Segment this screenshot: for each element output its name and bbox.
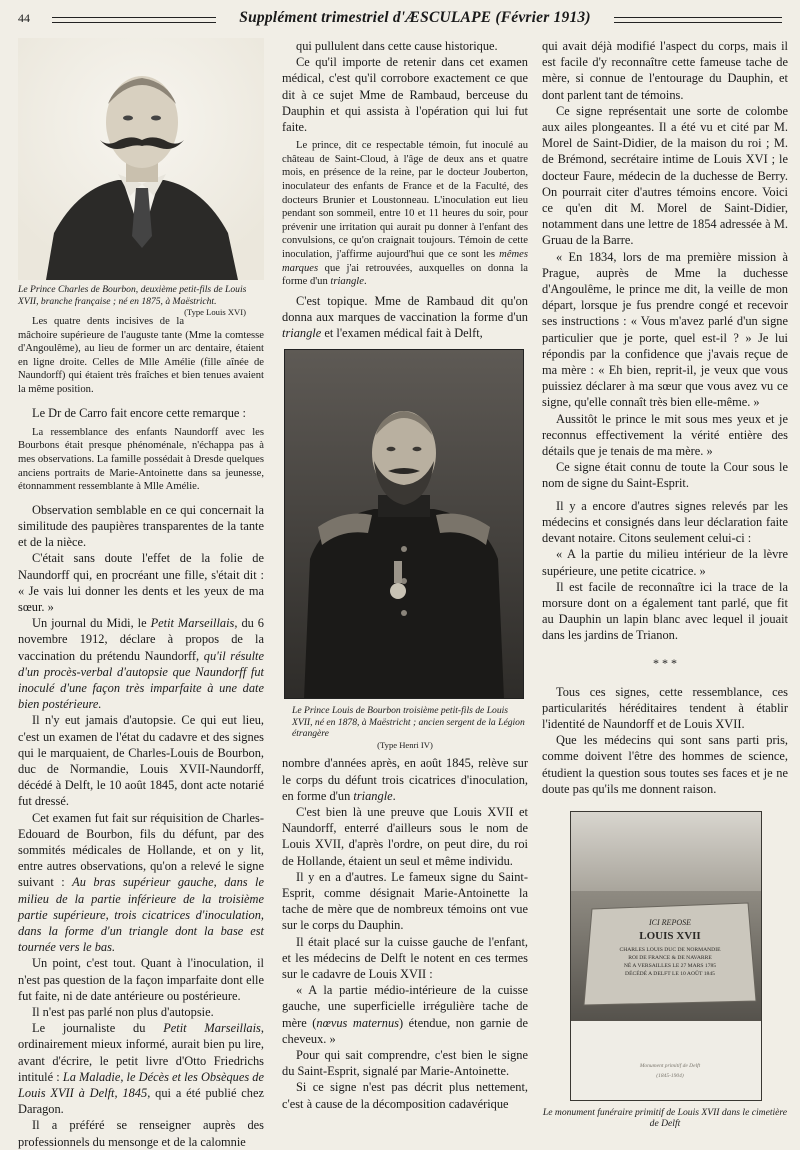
paragraph: Ce signe représentait une sorte de colombe aux ailes plongeantes. Il a été vu et cité par M. Morel de Saint-Didier, de la maison du roi ; M. de Brémond, secrétaire intime de Louis XVI ; le docteur Faure, médecin de la duchesse de Berry. On pourrait citer d'autres témoins encore. Voici ce qu'en dit M. Morel de Saint-Didier, notamment dans une lettre de 1854 adressée à M. Gruau de la Barre.: [542, 103, 788, 248]
stone-line: NÉ A VERSAILLES LE 27 MARS 1785: [623, 962, 717, 969]
monument-image: [570, 811, 762, 1101]
paragraph: Il a préféré se renseigner auprès des professionnels du mensonge et de la calomnie: [18, 1118, 264, 1149]
header-rule-right: [614, 17, 782, 23]
stone-line: ICI REPOSE: [649, 917, 691, 927]
paragraph: « A la partie médio-intérieure de la cuisse gauche, une superficielle irrégulière tache de mère (nœvus maternus) étendue, non garnie de cheveux. »: [282, 983, 528, 1046]
paragraph: Que les médecins qui sont sans parti pris, comme doivent l'être des hommes de science, étudient la question sous toutes ses faces et je ne doute pas qu'ils me donnent raison.: [542, 733, 788, 796]
paragraph: Si ce signe n'est pas décrit plus nettement, c'est à cause de la décomposition cadavérique: [282, 1080, 528, 1111]
section-separator: * * *: [653, 655, 677, 670]
paragraph: C'est bien là une preuve que Louis XVII et Naundorff, enterré d'ailleurs sous le nom de Louis XVII, d'après l'ordre, on peut dire, du roi de Hollande, étaient un seul et même individu.: [282, 804, 528, 868]
stone-line: ROI DE FRANCE & DE NAVARRE: [628, 954, 712, 961]
page-number: 44: [18, 11, 30, 25]
paragraph: Le prince, dit ce respectable témoin, fut inoculé au château de Saint-Cloud, à l'âge de deux ans et quatre mois, en présence de la reine, par le docteur Jouberton, inoculateur des enfants de France et de la Faculté, des docteurs Brunier et Loustonneau. L'inoculation eut lieu pendant son sommeil, entre 10 et 11 heures du soir, pour prévenir une irritation qui aurait pu donner à l'enfant des convulsions, ce qu'on craignait toujours. Témoin de cette inoculation, j'affirme aujourd'hui que ce sont les mêmes marques que j'ai retrouvées, auxquelles on donna la forme d'un triangle.: [282, 140, 528, 288]
paragraph: Un journal du Midi, le Petit Marseillais, du 6 novembre 1912, déclare à propos de la vaccination du prétendu Naundorff, qu'il résulte d'un procès-verbal d'autopsie que Naundorff fut inoculé d'une façon très imparfaite à une date bien postérieure.: [18, 616, 265, 712]
header-rule-left: [52, 17, 216, 23]
caption-fig2-type: (Type Henri IV): [377, 739, 433, 750]
plate-line: (1845-1904): [656, 1072, 684, 1079]
paragraph: Observation semblable en ce qui concernait la similitude des paupières transparentes de la tante et de la nièce.: [18, 502, 264, 550]
photo-prince-charles: [18, 38, 264, 280]
stone-line: CHARLES LOUIS DUC DE NORMANDIE: [619, 946, 721, 953]
paragraph: « En 1834, lors de ma première mission à Prague, auprès de Mme la duchesse d'Angoulême, le prince me dit, la veille de mon départ, lorsque je fus prendre congé et recevoir ses instructions : « Vous m'avez parlé d'un signe particulier que je porte, quel est-il ? » Je lui répondis par la confidence que j'avais reçue de ma mère : « Eh bien, reprit-il, je veux que vous puissiez déclarer à ma sœur que vous avez vu ce signe, qu'elle connaît très bien elle-même. »: [542, 249, 788, 410]
paragraph: Il n'est pas parlé non plus d'autopsie.: [32, 1005, 214, 1020]
caption-fig3: Le monument funéraire primitif de Louis XVII dans le cimetière de Delft: [542, 1106, 788, 1130]
paragraph: Il est facile de reconnaître ici la trace de la morsure dont on a également tant parlé, que fit au Dauphin un lapin blanc avec lequel il jouait dans les jardins de Trianon.: [542, 579, 788, 643]
paragraph: Tous ces signes, cette ressemblance, ces particularités héréditaires tendent à établir l'identité de Naundorff et de Louis XVII.: [542, 684, 788, 731]
paragraph: qui pullulent dans cette cause historique.: [296, 39, 498, 53]
paragraph: Ce signe était connu de toute la Cour sous le nom de signe du Saint-Esprit.: [542, 460, 788, 491]
column-3: [542, 38, 788, 1130]
paragraph: Il y a encore d'autres signes relevés par les médecins et consignés dans leur déclaration faite devant notaire. Citons seulement celui-ci :: [542, 498, 788, 546]
column-1: [18, 38, 264, 1150]
photo-prince-louis: [284, 349, 524, 699]
caption-fig1-text: Le Prince Charles de Bourbon, deuxième petit-fils de Louis XVII, branche française ; né en 1875, à Maëstricht.: [18, 284, 247, 307]
paragraph: Aussitôt le prince le mit sous mes yeux et je reconnus effectivement la vérité entière des détails que je tenais de ma mère. »: [542, 411, 788, 459]
paragraph: Il y en a d'autres. Le fameux signe du Saint-Esprit, comme désignait Marie-Antoinette la tache de mère que de nombreux témoins ont vue sur le corps du Dauphin.: [282, 869, 528, 933]
paragraph: Le journaliste du Petit Marseillais, ordinairement mieux informé, aurait bien pu lire, avant d'écrire, le petit livre d'Otto Friedrichs intitulé : La Maladie, le Décès et les Obsèques de Louis XVII à Delft, 1845, qui a été publié chez Daragon.: [18, 1021, 264, 1117]
paragraph: Il n'y eut jamais d'autopsie. Ce qui eut lieu, c'est un examen de l'état du cadavre et des signes qui le marquaient, de Charles-Louis de Bourbon, duc de Normandie, Louis XVII-Naundorff, décédé à Delft, le 10 août 1845, dont acte notarié fut dressé.: [18, 713, 264, 809]
stone-line: LOUIS XVII: [639, 929, 701, 942]
paragraph: Cet examen fut fait sur réquisition de Charles-Edouard de Bourbon, fils du défunt, par des sommités médicales de Hollande, et on y lit, entre autres observations, qu'on a relevé le signe suivant : Au bras supérieur gauche, dans le milieu de la partie inférieure de la troisième partie supérieure, trois cicatrices d'inoculation, dans la forme d'un triangle dont la base est tournée vers le bas.: [18, 810, 264, 955]
paragraph: Ce qu'il importe de retenir dans cet examen médical, c'est qu'il corrobore exactement ce que dit à ce sujet Mme de Rambaud, berceuse du Dauphin et qui assista à l'opération qui lui fut faite.: [282, 55, 528, 135]
paragraph: Pour qui sait comprendre, c'est bien le signe du Saint-Esprit, signalé par Marie-Antoinette.: [282, 1048, 528, 1079]
caption-fig1: [18, 284, 264, 317]
paragraph: C'est topique. Mme de Rambaud dit qu'on donna aux marques de vaccination la forme d'un triangle et l'examen médical fait à Delft,: [282, 293, 528, 341]
paragraph: Un point, c'est tout. Quant à l'inoculation, il n'est pas question de la façon imparfaite dont elle fut faite, ni de date antérieure ou postérieure.: [18, 956, 264, 1003]
photo-monument: [570, 811, 762, 1101]
paragraph: C'était sans doute l'effet de la folie de Naundorff qui, en procréant une fille, s'était dit : « Je vais lui donner les dents et les yeux de ma sœur. »: [18, 551, 264, 614]
paragraph: nombre d'années après, en août 1845, relève sur le corps du défunt trois cicatrices d'inoculation, en forme d'un triangle.: [282, 756, 528, 803]
caption-fig2: Le Prince Louis de Bourbon troisième petit-fils de Louis XVII, né en 1878, à Maëstricht ; ancien sergent de la Légion étrangère: [292, 705, 525, 740]
paragraph: Il était placé sur la cuisse gauche de l'enfant, et les médecins de Delft le notent en ces termes sur le cadavre de Louis XVII :: [282, 934, 528, 981]
paragraph: Les quatre dents incisives de la mâchoire supérieure de l'auguste tante (Mme la comtesse d'Angoulême), au lieu de former un arc dentaire, étaient en ligne droite. Celles de Mlle Amélie (fille aînée de Naundorff) qui étaient très fraîches et bien tenues avaient la même position.: [18, 316, 264, 395]
portrait-louis-image: [284, 349, 524, 699]
caption-fig1-type: (Type Louis XVI): [184, 307, 246, 317]
paragraph: « A la partie du milieu intérieur de la lèvre supérieure, une petite cicatrice. »: [542, 547, 788, 578]
header-title: Supplément trimestriel d'ÆSCULAPE (Février 1913): [239, 9, 591, 26]
paragraph: qui avait déjà modifié l'aspect du corps, mais il est facile d'y reconnaître cette fameuse tache de mère, si connue de l'entourage du Dauphin, et dont parlent tant de témoins.: [542, 39, 788, 102]
stone-line: DÉCÉDÉ A DELFT LE 10 AOÛT 1845: [625, 970, 715, 977]
paragraph: La ressemblance des enfants Naundorff avec les Bourbons était presque phénoménale, n'échappa pas à mes observations. La famille possédait à Dresde quelques anciens portraits de Marie-Antoinette dans sa jeunesse, étonnamment ressemblante à Mlle Amélie.: [18, 426, 264, 493]
column-2: [282, 38, 528, 1112]
running-header: [18, 8, 782, 30]
paragraph: Le Dr de Carro fait encore cette remarque :: [32, 405, 246, 420]
plate-line: Monument primitif de Delft: [639, 1062, 701, 1069]
portrait-charles-image: [18, 38, 264, 280]
